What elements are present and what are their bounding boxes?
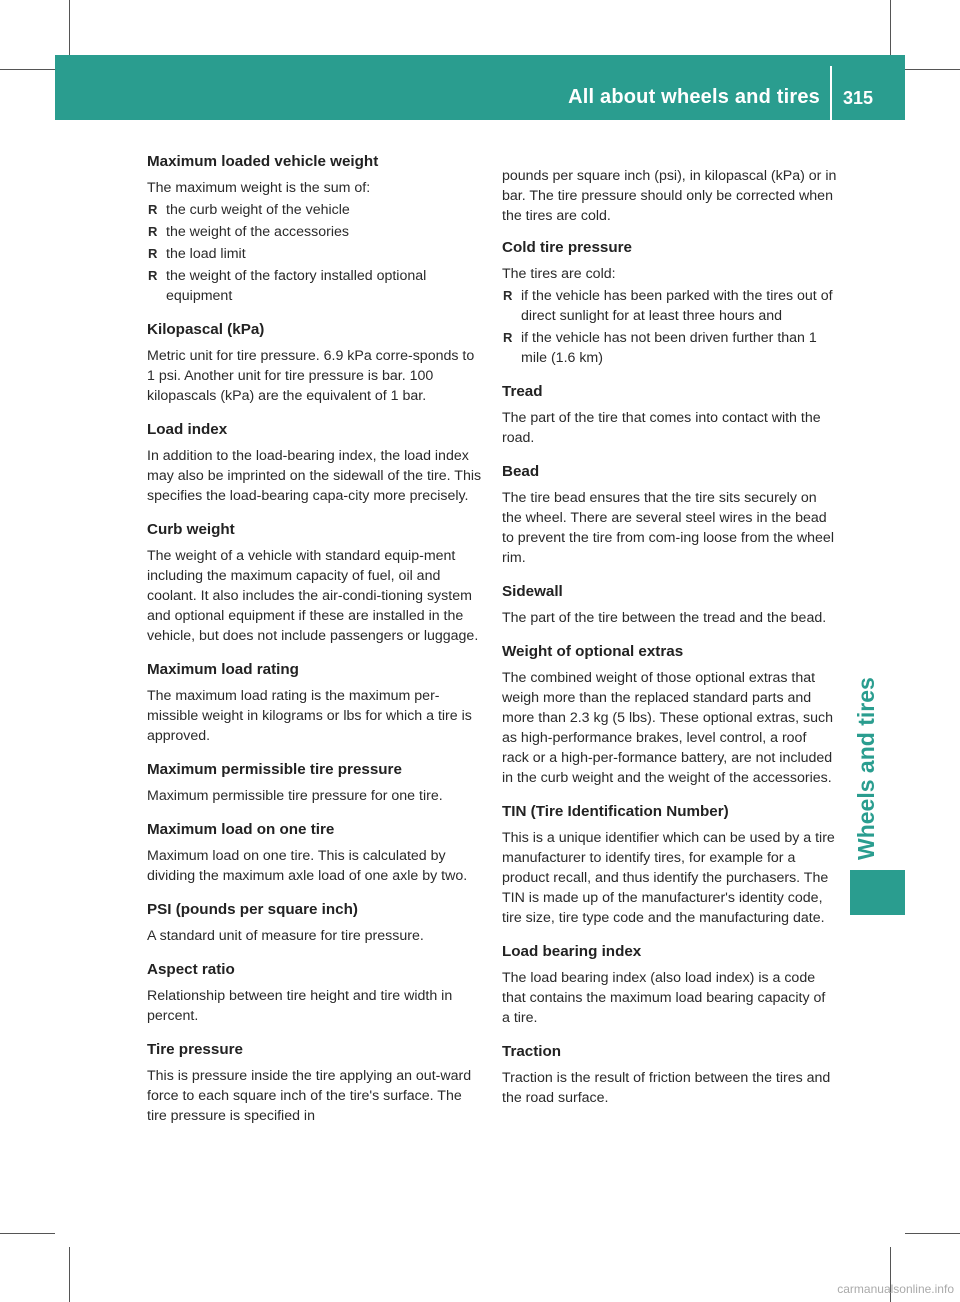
list-item: R if the vehicle has been parked with the tires out of direct sunlight for at least three hours and [502, 286, 837, 326]
section-text: Maximum load on one tire. This is calculated by dividing the maximum axle load of one axle by two. [147, 848, 468, 884]
section [147, 1040, 482, 1126]
section-heading: Maximum permissible tire pressure [147, 761, 402, 778]
section-text: This is pressure inside the tire applying an out-ward force to each square inch of the tire's surface. The tire pressure is specified in [147, 1068, 472, 1124]
section-heading: TIN (Tire Identification Number) [502, 803, 729, 821]
page-title: All about wheels and tires [568, 86, 820, 108]
section-text: The tires are cold: [502, 266, 616, 283]
bullet-list [147, 200, 482, 306]
section [147, 820, 482, 886]
section [502, 1042, 837, 1108]
section-text: Metric unit for tire pressure. 6.9 kPa corre-sponds to 1 psi. Another unit for tire pressure is bar. 100 kilopascals (kPa) are the equivalent of 1 bar. [147, 348, 475, 404]
section-text: The tire bead ensures that the tire sits securely on the wheel. There are several steel wires in the bead to prevent the tire from com-ing loose from the wheel rim. [502, 490, 834, 567]
section [502, 642, 837, 788]
section-heading: Aspect ratio [147, 961, 235, 978]
section-heading: Maximum load on one tire [147, 821, 335, 838]
section-text: Relationship between tire height and tire width in percent. [147, 988, 453, 1024]
section-text: Traction is the result of friction between the tires and the road surface. [502, 1070, 831, 1107]
section [502, 802, 837, 928]
section-heading: Curb weight [147, 521, 235, 538]
section-text: This is a unique identifier which can be used by a tire manufacturer to identify tires, for example for a product recall, and thus identify the purchasers. The TIN is made up of the manufacturer's identity code, tire size, tire type code and the manufacturing date. [502, 830, 835, 927]
continuation-text: pounds per square inch (psi), in kilopascal (kPa) or in bar. The tire pressure should only be corrected when the tires are cold. [502, 168, 837, 225]
section-text: The combined weight of those optional extras that weigh more than the replaced standard parts and more than 2.3 kg (5 lbs). These optional extras, such as high-performance brakes, level control, a roof rack or a high-per-formance battery, are not included in the curb weight and the weight of the accessories. [502, 670, 833, 787]
crop-mark [69, 0, 70, 55]
crop-mark [905, 1233, 960, 1234]
section [502, 238, 837, 368]
section-heading: PSI (pounds per square inch) [147, 901, 358, 918]
section-heading: Traction [502, 1043, 562, 1061]
section-text: The maximum load rating is the maximum per-missible weight in kilograms or lbs for which a tire is approved. [147, 688, 472, 744]
section-heading: Cold tire pressure [502, 239, 632, 257]
crop-mark [0, 69, 55, 70]
right-column [502, 152, 837, 1122]
crop-mark [890, 0, 891, 55]
list-item: R if the vehicle has not been driven further than 1 mile (1.6 km) [502, 328, 837, 368]
section [502, 462, 837, 568]
section-text: The weight of a vehicle with standard equip-ment including the maximum capacity of fuel, oil and coolant. It also includes the air-condi-tioning system and optional equipment if these are installed in the vehicle, but does not include passengers or luggage. [147, 548, 479, 644]
section-heading: Maximum load rating [147, 661, 299, 678]
section [147, 960, 482, 1026]
section [147, 900, 482, 946]
section [147, 520, 482, 646]
section [147, 760, 482, 806]
left-column [147, 152, 482, 1140]
section-heading: Tire pressure [147, 1041, 243, 1058]
section-text: The part of the tire that comes into contact with the road. [502, 410, 821, 447]
header-divider [830, 66, 832, 120]
side-tab-block [850, 870, 905, 915]
section-heading: Weight of optional extras [502, 643, 684, 661]
section-text: The load bearing index (also load index) is a code that contains the maximum load bearing capacity of a tire. [502, 970, 826, 1027]
list-item: R the weight of the factory installed optional equipment [147, 266, 482, 306]
section [502, 382, 837, 448]
section-heading: Sidewall [502, 583, 563, 601]
section-text: A standard unit of measure for tire pressure. [147, 928, 424, 944]
section [147, 320, 482, 406]
section-heading: Load bearing index [502, 943, 642, 961]
section-heading: Maximum loaded vehicle weight [147, 153, 379, 170]
section [502, 582, 837, 628]
section-text: The part of the tire between the tread and the bead. [502, 610, 827, 627]
section-heading: Kilopascal (kPa) [147, 321, 265, 338]
section [147, 420, 482, 506]
crop-mark [0, 1233, 55, 1234]
watermark: carmanualsonline.info [837, 1282, 954, 1296]
list-item: R the load limit [147, 244, 482, 264]
section-heading: Bead [502, 463, 540, 481]
crop-mark [905, 69, 960, 70]
section [147, 660, 482, 746]
section [502, 942, 837, 1028]
section-heading: Tread [502, 383, 543, 401]
page-number: 315 [843, 88, 874, 108]
section-text: In addition to the load-bearing index, the load index may also be imprinted on the sidewall of the tire. This specifies the load-bearing capa-city more precisely. [147, 448, 482, 504]
section-text: The maximum weight is the sum of: [147, 180, 371, 196]
section-heading: Load index [147, 421, 228, 438]
section-text: Maximum permissible tire pressure for one tire. [147, 788, 443, 804]
bullet-list [502, 286, 837, 368]
list-item: R the weight of the accessories [147, 222, 482, 242]
list-item: R the curb weight of the vehicle [147, 200, 482, 220]
crop-mark [69, 1247, 70, 1302]
section [147, 152, 482, 306]
